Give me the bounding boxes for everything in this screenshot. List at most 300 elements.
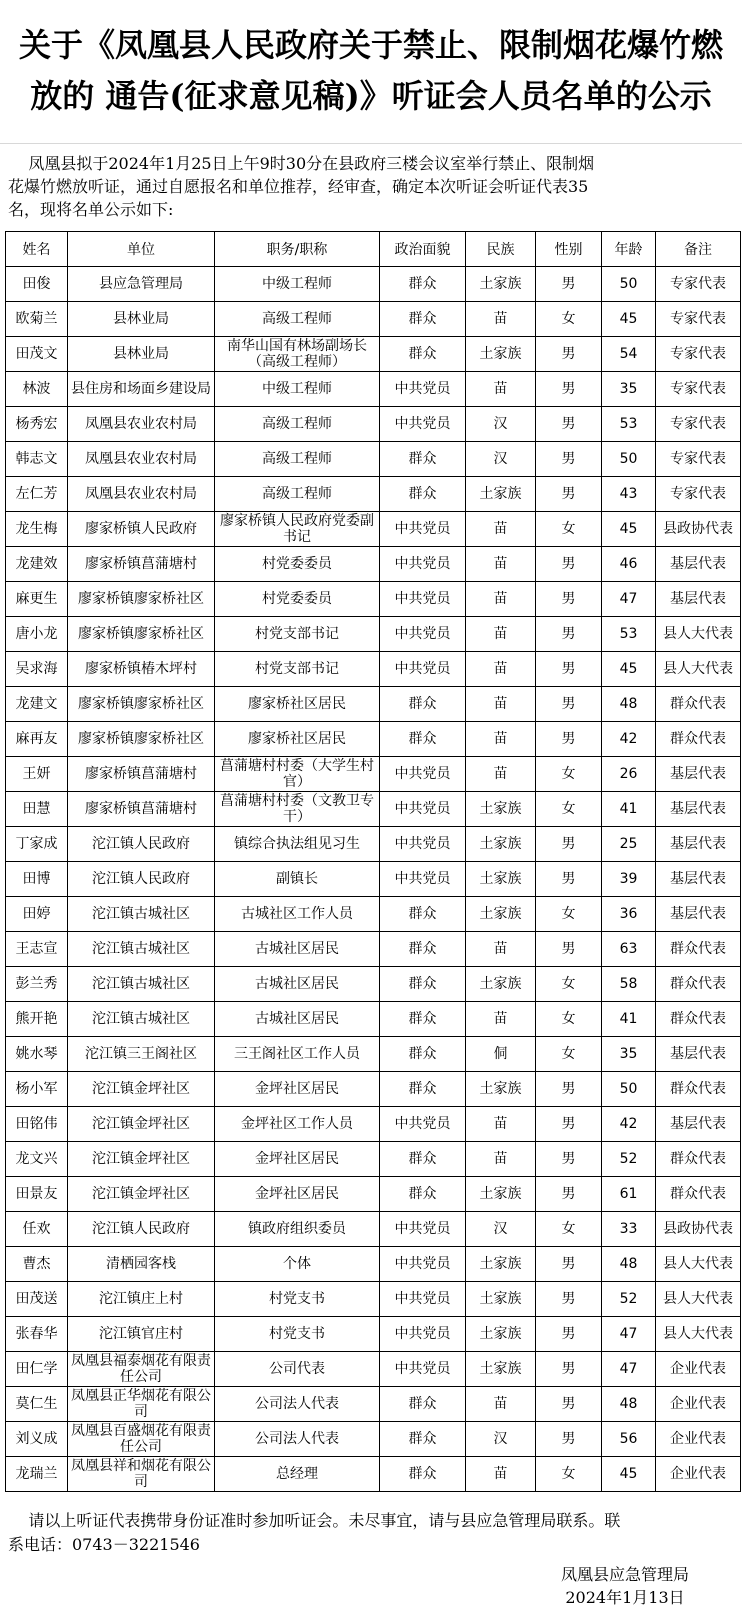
cell-unit: 沱江镇人民政府	[68, 862, 215, 897]
cell-gender: 女	[536, 512, 602, 547]
cell-gender: 男	[536, 477, 602, 512]
cell-name: 彭兰秀	[6, 967, 68, 1002]
cell-name: 麻更生	[6, 582, 68, 617]
cell-gender: 女	[536, 757, 602, 792]
cell-gender: 男	[536, 1177, 602, 1212]
cell-remark: 县人大代表	[656, 1317, 741, 1352]
cell-unit: 凤凰县福泰烟花有限责任公司	[68, 1352, 215, 1387]
cell-remark: 专家代表	[656, 372, 741, 407]
closing-line-2: 系电话：0743－3221546	[8, 1535, 200, 1554]
cell-political-status: 群众	[380, 897, 466, 932]
cell-ethnicity: 土家族	[466, 1072, 536, 1107]
cell-unit: 沱江镇古城社区	[68, 897, 215, 932]
cell-position: 高级工程师	[215, 407, 380, 442]
cell-name: 田茂文	[6, 337, 68, 372]
table-row	[6, 477, 741, 512]
cell-political-status: 群众	[380, 1457, 466, 1492]
cell-remark: 基层代表	[656, 582, 741, 617]
cell-age: 45	[602, 1457, 656, 1492]
cell-ethnicity: 土家族	[466, 827, 536, 862]
cell-position: 个体	[215, 1247, 380, 1282]
cell-political-status: 中共党员	[380, 1352, 466, 1387]
cell-political-status: 群众	[380, 722, 466, 757]
cell-position: 镇政府组织委员	[215, 1212, 380, 1247]
closing-paragraph	[8, 1509, 736, 1557]
cell-position: 三王阁社区工作人员	[215, 1037, 380, 1072]
cell-unit: 廖家桥镇廖家桥社区	[68, 722, 215, 757]
table-row	[6, 757, 741, 792]
cell-ethnicity: 土家族	[466, 1317, 536, 1352]
cell-ethnicity: 苗	[466, 652, 536, 687]
header-remark: 备注	[656, 232, 741, 267]
cell-unit: 县应急管理局	[68, 267, 215, 302]
cell-unit: 沱江镇官庄村	[68, 1317, 215, 1352]
cell-age: 41	[602, 792, 656, 827]
cell-ethnicity: 苗	[466, 547, 536, 582]
signature-org: 凤凰县应急管理局	[560, 1565, 689, 1584]
cell-political-status: 群众	[380, 1387, 466, 1422]
cell-remark: 县政协代表	[656, 1212, 741, 1247]
cell-gender: 男	[536, 1317, 602, 1352]
cell-remark: 群众代表	[656, 1002, 741, 1037]
cell-gender: 女	[536, 302, 602, 337]
table-row	[6, 1352, 741, 1387]
cell-unit: 廖家桥镇菖蒲塘村	[68, 792, 215, 827]
cell-position: 金坪社区工作人员	[215, 1107, 380, 1142]
table-row	[6, 442, 741, 477]
table-row	[6, 302, 741, 337]
cell-position: 廖家桥镇人民政府党委副书记	[215, 512, 380, 547]
table-row	[6, 1072, 741, 1107]
cell-unit: 廖家桥镇人民政府	[68, 512, 215, 547]
cell-ethnicity: 土家族	[466, 267, 536, 302]
cell-unit: 沱江镇古城社区	[68, 967, 215, 1002]
cell-ethnicity: 苗	[466, 1002, 536, 1037]
cell-gender: 男	[536, 722, 602, 757]
cell-unit: 廖家桥镇廖家桥社区	[68, 687, 215, 722]
cell-remark: 专家代表	[656, 407, 741, 442]
cell-position: 村党支书	[215, 1317, 380, 1352]
cell-age: 42	[602, 722, 656, 757]
cell-political-status: 群众	[380, 1002, 466, 1037]
cell-remark: 专家代表	[656, 442, 741, 477]
cell-political-status: 群众	[380, 687, 466, 722]
cell-ethnicity: 土家族	[466, 1247, 536, 1282]
cell-age: 53	[602, 617, 656, 652]
cell-gender: 女	[536, 1212, 602, 1247]
cell-unit: 沱江镇人民政府	[68, 827, 215, 862]
cell-gender: 女	[536, 967, 602, 1002]
cell-gender: 男	[536, 827, 602, 862]
cell-unit: 凤凰县百盛烟花有限责任公司	[68, 1422, 215, 1457]
cell-name: 王妍	[6, 757, 68, 792]
cell-gender: 男	[536, 582, 602, 617]
notice-title-line-2: 放的 通告(征求意见稿)》听证会人员名单的公示	[30, 77, 712, 115]
cell-age: 52	[602, 1142, 656, 1177]
cell-gender: 男	[536, 372, 602, 407]
cell-political-status: 中共党员	[380, 862, 466, 897]
notice-title	[0, 20, 742, 122]
cell-gender: 男	[536, 547, 602, 582]
cell-remark: 群众代表	[656, 1072, 741, 1107]
table-row	[6, 1212, 741, 1247]
cell-ethnicity: 土家族	[466, 477, 536, 512]
cell-unit: 清栖园客栈	[68, 1247, 215, 1282]
cell-political-status: 群众	[380, 302, 466, 337]
cell-ethnicity: 土家族	[466, 337, 536, 372]
cell-position: 廖家桥社区居民	[215, 722, 380, 757]
cell-position: 古城社区工作人员	[215, 897, 380, 932]
cell-remark: 县人大代表	[656, 1247, 741, 1282]
header-political-status: 政治面貌	[380, 232, 466, 267]
cell-unit: 廖家桥镇菖蒲塘村	[68, 547, 215, 582]
table-row	[6, 582, 741, 617]
cell-ethnicity: 苗	[466, 687, 536, 722]
table-row	[6, 792, 741, 827]
cell-remark: 企业代表	[656, 1457, 741, 1492]
cell-ethnicity: 苗	[466, 1142, 536, 1177]
cell-name: 丁家成	[6, 827, 68, 862]
cell-age: 45	[602, 652, 656, 687]
cell-name: 熊开艳	[6, 1002, 68, 1037]
cell-political-status: 群众	[380, 967, 466, 1002]
cell-name: 田慧	[6, 792, 68, 827]
cell-political-status: 群众	[380, 1072, 466, 1107]
header-unit: 单位	[68, 232, 215, 267]
table-row	[6, 1177, 741, 1212]
cell-position: 古城社区居民	[215, 1002, 380, 1037]
cell-remark: 群众代表	[656, 687, 741, 722]
cell-position: 南华山国有林场副场长（高级工程师）	[215, 337, 380, 372]
cell-position: 金坪社区居民	[215, 1177, 380, 1212]
cell-ethnicity: 土家族	[466, 1282, 536, 1317]
header-age: 年龄	[602, 232, 656, 267]
cell-gender: 男	[536, 337, 602, 372]
cell-age: 46	[602, 547, 656, 582]
table-row	[6, 1457, 741, 1492]
cell-remark: 县人大代表	[656, 652, 741, 687]
cell-remark: 专家代表	[656, 477, 741, 512]
cell-ethnicity: 土家族	[466, 897, 536, 932]
cell-age: 48	[602, 1387, 656, 1422]
cell-name: 吴求海	[6, 652, 68, 687]
cell-name: 田仁学	[6, 1352, 68, 1387]
cell-position: 古城社区居民	[215, 967, 380, 1002]
cell-gender: 男	[536, 687, 602, 722]
cell-name: 田俊	[6, 267, 68, 302]
cell-age: 58	[602, 967, 656, 1002]
cell-name: 田铭伟	[6, 1107, 68, 1142]
table-row	[6, 1317, 741, 1352]
cell-remark: 基层代表	[656, 547, 741, 582]
cell-unit: 凤凰县正华烟花有限公司	[68, 1387, 215, 1422]
cell-name: 杨秀宏	[6, 407, 68, 442]
cell-age: 35	[602, 372, 656, 407]
cell-ethnicity: 苗	[466, 932, 536, 967]
cell-unit: 凤凰县农业农村局	[68, 477, 215, 512]
cell-name: 田婷	[6, 897, 68, 932]
cell-age: 50	[602, 442, 656, 477]
cell-gender: 女	[536, 897, 602, 932]
cell-name: 龙生梅	[6, 512, 68, 547]
cell-political-status: 群众	[380, 1422, 466, 1457]
cell-age: 45	[602, 302, 656, 337]
cell-ethnicity: 汉	[466, 1422, 536, 1457]
cell-gender: 男	[536, 1282, 602, 1317]
intro-line-1: 凤凰县拟于2024年1月25日上午9时30分在县政府三楼会议室举行禁止、限制烟	[8, 154, 595, 173]
cell-position: 菖蒲塘村村委（大学生村官）	[215, 757, 380, 792]
cell-remark: 企业代表	[656, 1387, 741, 1422]
cell-position: 高级工程师	[215, 302, 380, 337]
table-row	[6, 897, 741, 932]
cell-political-status: 中共党员	[380, 652, 466, 687]
cell-name: 麻再友	[6, 722, 68, 757]
cell-unit: 沱江镇人民政府	[68, 1212, 215, 1247]
cell-unit: 县林业局	[68, 302, 215, 337]
cell-age: 48	[602, 1247, 656, 1282]
cell-unit: 沱江镇金坪社区	[68, 1072, 215, 1107]
cell-unit: 沱江镇金坪社区	[68, 1142, 215, 1177]
cell-remark: 县人大代表	[656, 1282, 741, 1317]
table-row	[6, 547, 741, 582]
cell-unit: 沱江镇金坪社区	[68, 1107, 215, 1142]
cell-gender: 男	[536, 1247, 602, 1282]
cell-ethnicity: 苗	[466, 1457, 536, 1492]
cell-unit: 凤凰县农业农村局	[68, 407, 215, 442]
cell-ethnicity: 土家族	[466, 1177, 536, 1212]
table-row	[6, 617, 741, 652]
table-row	[6, 722, 741, 757]
table-row	[6, 407, 741, 442]
cell-name: 韩志文	[6, 442, 68, 477]
table-row	[6, 827, 741, 862]
cell-position: 村党支书	[215, 1282, 380, 1317]
table-body	[6, 267, 741, 1492]
cell-ethnicity: 汉	[466, 407, 536, 442]
cell-age: 39	[602, 862, 656, 897]
cell-political-status: 群众	[380, 337, 466, 372]
table-row	[6, 1247, 741, 1282]
cell-unit: 沱江镇庄上村	[68, 1282, 215, 1317]
cell-gender: 男	[536, 652, 602, 687]
table-row	[6, 267, 741, 302]
cell-political-status: 中共党员	[380, 512, 466, 547]
cell-gender: 男	[536, 1422, 602, 1457]
cell-remark: 基层代表	[656, 862, 741, 897]
cell-gender: 男	[536, 442, 602, 477]
cell-name: 龙文兴	[6, 1142, 68, 1177]
cell-name: 田茂送	[6, 1282, 68, 1317]
cell-ethnicity: 土家族	[466, 862, 536, 897]
cell-political-status: 中共党员	[380, 757, 466, 792]
cell-remark: 基层代表	[656, 1107, 741, 1142]
cell-position: 古城社区居民	[215, 932, 380, 967]
cell-ethnicity: 苗	[466, 757, 536, 792]
cell-age: 50	[602, 267, 656, 302]
cell-age: 47	[602, 582, 656, 617]
cell-remark: 基层代表	[656, 827, 741, 862]
cell-name: 杨小军	[6, 1072, 68, 1107]
cell-position: 公司法人代表	[215, 1387, 380, 1422]
table-row	[6, 337, 741, 372]
cell-political-status: 中共党员	[380, 792, 466, 827]
cell-name: 林波	[6, 372, 68, 407]
cell-remark: 群众代表	[656, 1177, 741, 1212]
cell-political-status: 中共党员	[380, 547, 466, 582]
cell-position: 副镇长	[215, 862, 380, 897]
cell-gender: 男	[536, 1352, 602, 1387]
cell-position: 镇综合执法组见习生	[215, 827, 380, 862]
table-row	[6, 862, 741, 897]
cell-political-status: 中共党员	[380, 1212, 466, 1247]
cell-ethnicity: 苗	[466, 617, 536, 652]
cell-gender: 男	[536, 1387, 602, 1422]
cell-name: 唐小龙	[6, 617, 68, 652]
cell-remark: 企业代表	[656, 1352, 741, 1387]
cell-gender: 女	[536, 1037, 602, 1072]
cell-political-status: 中共党员	[380, 1317, 466, 1352]
cell-name: 王志宣	[6, 932, 68, 967]
cell-gender: 女	[536, 1002, 602, 1037]
cell-remark: 县人大代表	[656, 617, 741, 652]
cell-ethnicity: 苗	[466, 582, 536, 617]
cell-age: 48	[602, 687, 656, 722]
cell-name: 莫仁生	[6, 1387, 68, 1422]
cell-name: 龙瑞兰	[6, 1457, 68, 1492]
cell-remark: 基层代表	[656, 897, 741, 932]
cell-remark: 基层代表	[656, 1037, 741, 1072]
cell-name: 张春华	[6, 1317, 68, 1352]
cell-remark: 群众代表	[656, 967, 741, 1002]
table-row	[6, 1107, 741, 1142]
cell-gender: 男	[536, 407, 602, 442]
cell-political-status: 中共党员	[380, 827, 466, 862]
cell-age: 54	[602, 337, 656, 372]
cell-political-status: 群众	[380, 1142, 466, 1177]
cell-ethnicity: 苗	[466, 722, 536, 757]
cell-position: 金坪社区居民	[215, 1142, 380, 1177]
header-ethnicity: 民族	[466, 232, 536, 267]
cell-political-status: 群众	[380, 267, 466, 302]
cell-political-status: 群众	[380, 1037, 466, 1072]
cell-age: 50	[602, 1072, 656, 1107]
cell-position: 高级工程师	[215, 477, 380, 512]
cell-unit: 廖家桥镇廖家桥社区	[68, 617, 215, 652]
intro-paragraph	[8, 152, 736, 221]
cell-remark: 群众代表	[656, 932, 741, 967]
table-row	[6, 372, 741, 407]
cell-name: 任欢	[6, 1212, 68, 1247]
cell-ethnicity: 苗	[466, 512, 536, 547]
cell-unit: 廖家桥镇椿木坪村	[68, 652, 215, 687]
table-row	[6, 1037, 741, 1072]
cell-remark: 县政协代表	[656, 512, 741, 547]
cell-remark: 专家代表	[656, 337, 741, 372]
cell-position: 公司法人代表	[215, 1422, 380, 1457]
cell-age: 43	[602, 477, 656, 512]
cell-age: 63	[602, 932, 656, 967]
cell-age: 35	[602, 1037, 656, 1072]
cell-name: 姚水琴	[6, 1037, 68, 1072]
cell-gender: 男	[536, 1072, 602, 1107]
cell-remark: 基层代表	[656, 792, 741, 827]
cell-name: 龙建效	[6, 547, 68, 582]
cell-political-status: 中共党员	[380, 1107, 466, 1142]
cell-unit: 廖家桥镇菖蒲塘村	[68, 757, 215, 792]
cell-gender: 女	[536, 1457, 602, 1492]
table-row	[6, 967, 741, 1002]
cell-political-status: 中共党员	[380, 1247, 466, 1282]
cell-ethnicity: 苗	[466, 1107, 536, 1142]
cell-age: 41	[602, 1002, 656, 1037]
cell-gender: 男	[536, 1142, 602, 1177]
cell-gender: 女	[536, 792, 602, 827]
header-name: 姓名	[6, 232, 68, 267]
table-row	[6, 1387, 741, 1422]
table-row	[6, 932, 741, 967]
cell-political-status: 中共党员	[380, 372, 466, 407]
cell-ethnicity: 土家族	[466, 967, 536, 1002]
header-position: 职务/职称	[215, 232, 380, 267]
cell-name: 曹杰	[6, 1247, 68, 1282]
cell-political-status: 群众	[380, 477, 466, 512]
intro-line-3: 名，现将名单公示如下:	[8, 200, 174, 219]
cell-ethnicity: 汉	[466, 1212, 536, 1247]
cell-political-status: 群众	[380, 932, 466, 967]
cell-position: 村党支部书记	[215, 652, 380, 687]
cell-position: 高级工程师	[215, 442, 380, 477]
table-row	[6, 1142, 741, 1177]
cell-unit: 沱江镇古城社区	[68, 932, 215, 967]
cell-unit: 廖家桥镇廖家桥社区	[68, 582, 215, 617]
cell-remark: 企业代表	[656, 1422, 741, 1457]
cell-ethnicity: 苗	[466, 1387, 536, 1422]
closing-line-1: 请以上听证代表携带身份证准时参加听证会。未尽事宜，请与县应急管理局联系。联	[8, 1511, 621, 1530]
cell-political-status: 群众	[380, 1177, 466, 1212]
cell-age: 47	[602, 1317, 656, 1352]
table-row	[6, 1002, 741, 1037]
cell-unit: 县住房和场面乡建设局	[68, 372, 215, 407]
table-row	[6, 512, 741, 547]
cell-age: 52	[602, 1282, 656, 1317]
table-row	[6, 687, 741, 722]
cell-position: 中级工程师	[215, 372, 380, 407]
cell-gender: 男	[536, 617, 602, 652]
table-header-row	[6, 232, 741, 267]
notice-title-line-1: 关于《凤凰县人民政府关于禁止、限制烟花爆竹燃	[18, 26, 723, 64]
cell-position: 总经理	[215, 1457, 380, 1492]
header-gender: 性别	[536, 232, 602, 267]
cell-name: 龙建文	[6, 687, 68, 722]
cell-position: 金坪社区居民	[215, 1072, 380, 1107]
cell-remark: 群众代表	[656, 1142, 741, 1177]
cell-name: 刘义成	[6, 1422, 68, 1457]
cell-unit: 沱江镇三王阁社区	[68, 1037, 215, 1072]
cell-name: 田博	[6, 862, 68, 897]
cell-name: 左仁芳	[6, 477, 68, 512]
cell-gender: 男	[536, 862, 602, 897]
cell-ethnicity: 侗	[466, 1037, 536, 1072]
cell-position: 村党支部书记	[215, 617, 380, 652]
cell-age: 45	[602, 512, 656, 547]
cell-unit: 凤凰县祥和烟花有限公司	[68, 1457, 215, 1492]
cell-ethnicity: 土家族	[466, 1352, 536, 1387]
cell-position: 公司代表	[215, 1352, 380, 1387]
cell-political-status: 中共党员	[380, 1282, 466, 1317]
table-row	[6, 1282, 741, 1317]
cell-position: 村党委委员	[215, 547, 380, 582]
cell-unit: 凤凰县农业农村局	[68, 442, 215, 477]
